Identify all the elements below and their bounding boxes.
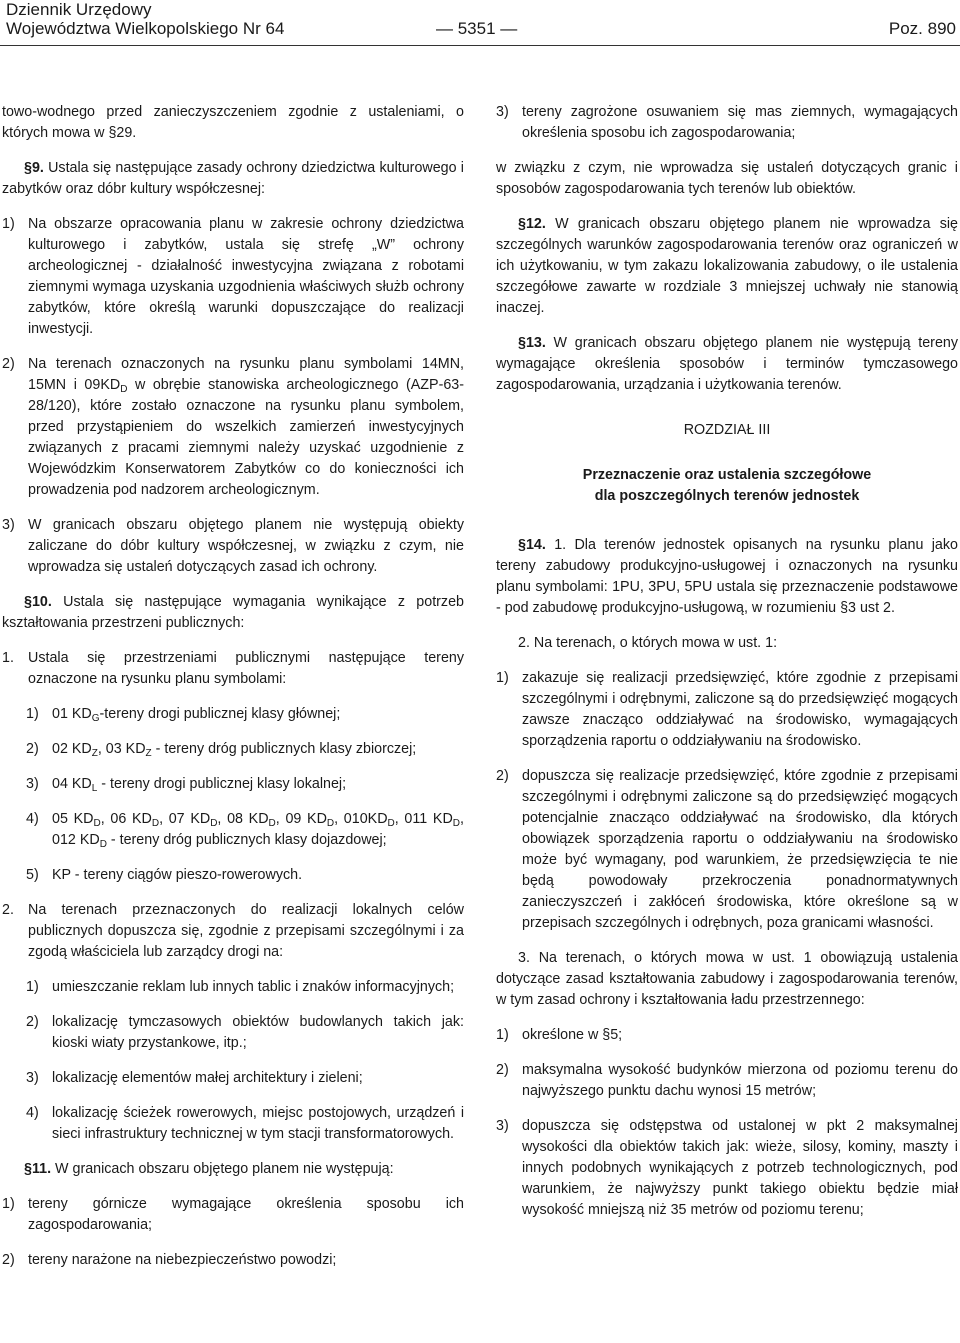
header-rule bbox=[0, 45, 960, 46]
item-text: Na obszarze opracowania planu w zakresie ochrony dziedzictwa kulturowego i zabytków, ustala się strefę „W” ochrony archeologicznej - działalność inwestycyjna związana z robotami ziemnymi wymaga uzyskania uzgodnienia właściwych służb ochrony zabytków, które określą warunki dopuszczające do realizacji inwestycji. bbox=[28, 216, 464, 337]
list-item bbox=[2, 648, 464, 690]
list-item bbox=[2, 1194, 464, 1236]
paragraph-continuation: towo-wodnego przed zanieczyszczeniem zgodnie z ustaleniami, o których mowa w §29. bbox=[2, 104, 464, 141]
list-item bbox=[2, 1068, 464, 1089]
section-number: §10. bbox=[24, 594, 52, 610]
subscript: D bbox=[387, 818, 395, 829]
subscript: D bbox=[210, 818, 218, 829]
subscript: D bbox=[99, 839, 107, 850]
paragraph: 3. Na terenach, o których mowa w ust. 1 obowiązują ustalenia dotyczące zasad kształtowania zabudowy i zagospodarowania terenów, w tym zasad ochrony i kształtowania ładu przestrzennego: bbox=[496, 950, 958, 1008]
list-item bbox=[2, 354, 464, 501]
section-11 bbox=[2, 1159, 464, 1180]
paragraph: 2. Na terenach, o których mowa w ust. 1: bbox=[518, 635, 778, 651]
item-text: tereny zagrożone osuwaniem się mas ziemnych, wymagających określenia sposobu ich zagospodarowania; bbox=[522, 104, 958, 141]
item-text: umieszczanie reklam lub innych tablic i znaków informacyjnych; bbox=[52, 979, 455, 995]
subscript: D bbox=[326, 818, 335, 829]
item-number: 1) bbox=[2, 1196, 15, 1212]
list-item bbox=[2, 1250, 464, 1271]
item-text: - tereny drogi publicznej klasy lokalnej; bbox=[97, 776, 347, 792]
list-item bbox=[2, 809, 464, 851]
item-number: 1) bbox=[2, 216, 15, 232]
chapter-title bbox=[496, 465, 958, 507]
item-text: tereny górnicze wymagające określenia sposobu ich zagospodarowania; bbox=[28, 1196, 464, 1233]
subscript: D bbox=[120, 384, 128, 395]
list-item bbox=[496, 1025, 958, 1046]
list-item bbox=[496, 1116, 958, 1221]
section-text: W granicach obszaru objętego planem nie występują tereny wymagające określenia sposobów i terminów tymczasowego zagospodarowania, urządzania i użytkowania terenów. bbox=[496, 335, 958, 393]
item-number: 3) bbox=[26, 776, 39, 792]
section-text: W granicach obszaru objętego planem nie występują: bbox=[55, 1161, 394, 1177]
item-text: 05 KD bbox=[52, 811, 94, 827]
list-item bbox=[2, 774, 464, 795]
section-12 bbox=[496, 214, 958, 319]
item-number: 2) bbox=[2, 356, 15, 372]
list-item bbox=[2, 1103, 464, 1145]
right-column bbox=[496, 102, 958, 1235]
item-number: 3) bbox=[2, 517, 15, 533]
list-item bbox=[2, 515, 464, 578]
subscript: D bbox=[151, 818, 160, 829]
section-number: §9. bbox=[24, 160, 44, 176]
section-10 bbox=[2, 592, 464, 634]
item-number: 2) bbox=[2, 1252, 15, 1268]
item-text: KP - tereny ciągów pieszo-rowerowych. bbox=[52, 867, 303, 883]
list-item bbox=[496, 766, 958, 934]
subscript: D bbox=[93, 818, 101, 829]
section-text: Ustala się następujące wymagania wynikające z potrzeb kształtowania przestrzeni publicznych: bbox=[2, 594, 464, 631]
journal-name: Dziennik Urzędowy bbox=[6, 0, 152, 19]
item-text: Na terenach oznaczonych na rysunku planu symbolami 14MN, 15MN i 09KD bbox=[28, 356, 464, 393]
chapter-title-line: dla poszczególnych terenów jednostek bbox=[594, 488, 860, 504]
item-number: 5) bbox=[26, 867, 39, 883]
item-number: 2) bbox=[26, 1014, 39, 1030]
item-number: 1) bbox=[26, 706, 39, 722]
item-text: tereny narażone na niebezpieczeństwo powodzi; bbox=[28, 1252, 337, 1268]
subscript: Z bbox=[145, 748, 152, 759]
item-text: dopuszcza się realizacje przedsięwzięć, które zgodnie z przepisami szczególnymi i odrębnymi zaliczone są do przedsięwzięć mogących potencjalnie znacząco oddziaływać na środowisko, dla których obowiązek sporządzenia raportu o oddziaływaniu na środowisko może być wymagany, pod warunkiem, że przedsięwzięcia te nie będą powodowały przekroczenia ponadnormatywnych zanieczyszczeń i zakłóceń środowiska, które określone są w przepisach szczególnych i odrębnych, poza granicami własności. bbox=[522, 768, 958, 931]
subscript: D bbox=[452, 818, 461, 829]
item-text: zakazuje się realizacji przedsięwzięć, które zgodnie z przepisami szczególnymi i odrębnymi, zaliczone są do przedsięwzięć mogących zawsze znacząco oddziaływać na środowisko, wymagających sporządzenia raportu o oddziaływaniu na środowisko. bbox=[522, 670, 958, 749]
section-number: §14. bbox=[518, 537, 546, 553]
item-text: lokalizację elementów małej architektury i zieleni; bbox=[52, 1070, 363, 1086]
list-item bbox=[2, 214, 464, 340]
item-text: lokalizację ścieżek rowerowych, miejsc postojowych, urządzeń i sieci infrastruktury technicznej w tym stacji transformatorowych. bbox=[52, 1105, 464, 1142]
list-item bbox=[2, 900, 464, 963]
item-number: 3) bbox=[26, 1070, 39, 1086]
item-text: 02 KD bbox=[52, 741, 92, 757]
item-text: określone w §5; bbox=[522, 1027, 623, 1043]
item-number: 2) bbox=[496, 1062, 509, 1078]
subscript: Z bbox=[91, 748, 98, 759]
item-number: 3) bbox=[496, 1118, 509, 1134]
item-number: 1) bbox=[496, 670, 509, 686]
list-item bbox=[2, 704, 464, 725]
item-number: 1) bbox=[26, 979, 39, 995]
section-number: §12. bbox=[518, 216, 546, 232]
list-item bbox=[496, 1060, 958, 1102]
journal-issue: Województwa Wielkopolskiego Nr 64 bbox=[6, 19, 285, 38]
item-text: lokalizację tymczasowych obiektów budowlanych takich jak: kioski wiaty przystankowe, itp.; bbox=[52, 1014, 464, 1051]
item-text: , 03 KD bbox=[97, 741, 146, 757]
item-text: w obrębie stanowiska archeologicznego (AZP-63-28/120), które zostało oznaczone na rysunku planu symbolem, przed przystąpieniem do wszelkich zamierzeń inwestycyjnych związanych z pracami ziemnymi należy uzyskać uzgodnienie z Wojewódzkim Konserwatorem Zabytków co do konieczności ich prowadzenia pod nadzorem archeologicznym. bbox=[28, 377, 464, 498]
item-number: 1. bbox=[2, 650, 14, 666]
journal-title bbox=[6, 0, 284, 38]
subscript: D bbox=[268, 818, 276, 829]
item-text: , 09 KD bbox=[275, 811, 327, 827]
item-text: , 07 KD bbox=[159, 811, 211, 827]
item-number: 3) bbox=[496, 104, 509, 120]
paragraph: w związku z czym, nie wprowadza się ustaleń dotyczących granic i sposobów zagospodarowania tych terenów lub obiektów. bbox=[496, 160, 958, 197]
section-text: Ustala się następujące zasady ochrony dziedzictwa kulturowego i zabytków oraz dóbr kultury współczesnej: bbox=[2, 160, 464, 197]
item-text: - tereny dróg publicznych klasy dojazdowej; bbox=[106, 832, 387, 848]
item-text: 01 KD bbox=[52, 706, 92, 722]
item-text: dopuszcza się odstępstwa od ustalonej w pkt 2 maksymalnej wysokości dla obiektów takich jak: wieże, silosy, kominy, maszty i innych podobnych wynikających z potrzeb technologicznych, pod warunkiem, że najwyższy punkt takiego obiektu będzie miał wysokość mniejszą niż 35 metrów od poziomu terenu; bbox=[522, 1118, 958, 1218]
section-number: §13. bbox=[518, 335, 546, 351]
page-number: — 5351 — bbox=[436, 19, 518, 38]
item-number: 2) bbox=[26, 741, 39, 757]
list-item bbox=[496, 668, 958, 752]
item-text: , 011 KD bbox=[394, 811, 453, 827]
chapter-heading: ROZDZIAŁ III bbox=[683, 422, 771, 438]
section-9 bbox=[2, 158, 464, 200]
item-text: W granicach obszaru objętego planem nie występują obiekty zaliczane do dóbr kultury współczesnej, w związku z czym, nie wprowadza się ustaleń dotyczących zasad ich ochrony. bbox=[28, 517, 464, 575]
list-item bbox=[2, 1012, 464, 1054]
item-text: , 08 KD bbox=[217, 811, 269, 827]
section-text: W granicach obszaru objętego planem nie wprowadza się szczególnych warunków zagospodarowania terenów oraz ograniczeń w ich użytkowaniu, w tym zakazu lokalizowania zabudowy, o ile ustalenia szczegółowe zawarte w rozdziale 3 mniejszej uchwały nie stanowią inaczej. bbox=[496, 216, 958, 316]
chapter-title-line: Przeznaczenie oraz ustalenia szczegółowe bbox=[582, 467, 872, 483]
list-item bbox=[2, 865, 464, 886]
item-text: , 010KD bbox=[334, 811, 388, 827]
item-text: Ustala się przestrzeniami publicznymi następujące tereny oznaczone na rysunku planu symbolami: bbox=[28, 650, 464, 687]
section-13 bbox=[496, 333, 958, 396]
item-text: , 012 KD bbox=[52, 811, 464, 848]
list-item bbox=[2, 739, 464, 760]
item-number: 4) bbox=[26, 811, 39, 827]
page-header bbox=[0, 0, 960, 60]
item-number: 2. bbox=[2, 902, 14, 918]
item-text: Na terenach przeznaczonych do realizacji lokalnych celów publicznych dopuszcza się, zgodnie z przepisami szczególnymi i za zgodą właściciela lub zarządcy drogi na: bbox=[28, 902, 464, 960]
item-number: 1) bbox=[496, 1027, 509, 1043]
left-column bbox=[2, 102, 464, 1285]
list-item bbox=[2, 977, 464, 998]
item-text: maksymalna wysokość budynków mierzona od poziomu terenu do najwyższego punktu dachu wynosi 15 metrów; bbox=[522, 1062, 958, 1099]
list-item bbox=[496, 102, 958, 144]
section-text: 1. Dla terenów jednostek opisanych na rysunku planu jako tereny zabudowy produkcyjno-usługowej i oznaczonych na rysunku planu symbolami: 1PU, 3PU, 5PU ustala się przeznaczenie podstawowe - pod zabudowę produkcyjno-usługową, w rozumieniu §3 ust 2. bbox=[496, 537, 958, 616]
subscript: G bbox=[91, 713, 100, 724]
item-text: , 06 KD bbox=[100, 811, 152, 827]
section-14 bbox=[496, 535, 958, 619]
item-text: -tereny drogi publicznej klasy głównej; bbox=[99, 706, 341, 722]
item-text: - tereny dróg publicznych klasy zbiorczej; bbox=[151, 741, 417, 757]
item-number: 2) bbox=[496, 768, 509, 784]
section-number: §11. bbox=[24, 1161, 52, 1177]
position-number: Poz. 890 bbox=[888, 19, 956, 38]
item-number: 4) bbox=[26, 1105, 39, 1121]
subscript: L bbox=[91, 783, 98, 794]
item-text: 04 KD bbox=[52, 776, 92, 792]
